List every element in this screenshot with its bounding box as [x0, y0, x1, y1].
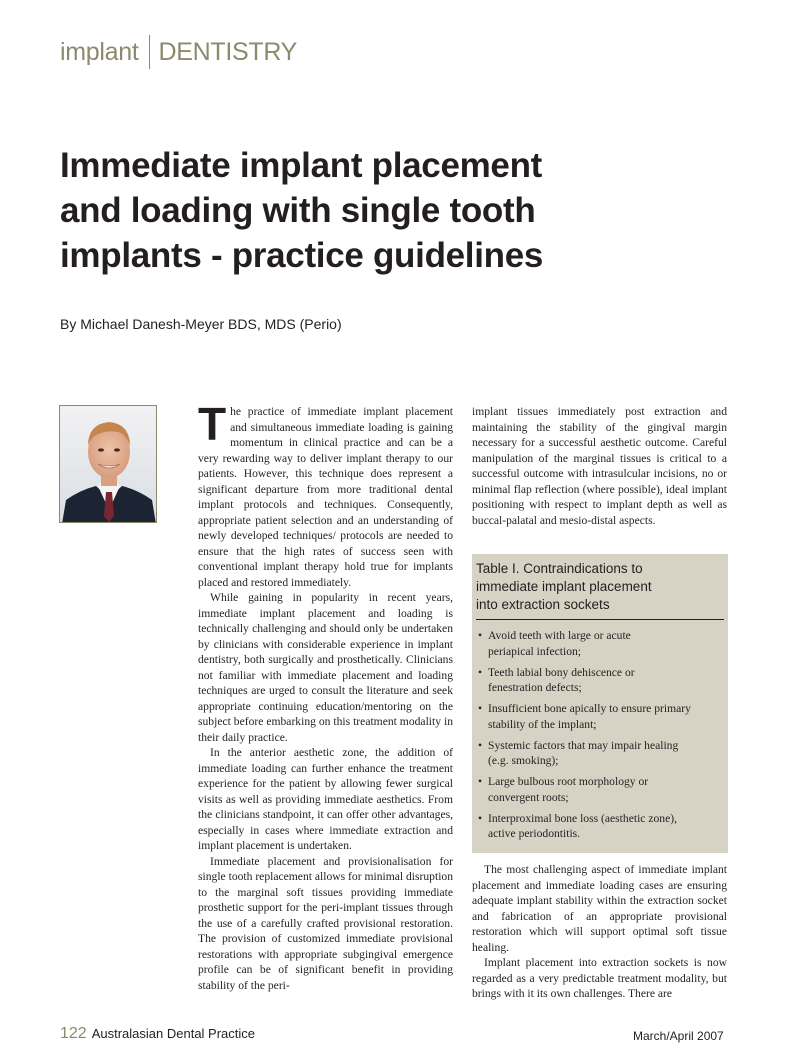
body-column-2-continued: [472, 862, 727, 1002]
bullet-icon: •: [478, 629, 483, 642]
paragraph: implant tissues immediately post extraction and maintaining the stability of the gingival margin necessary for a successful aesthetic outcome. Careful manipulation of the marginal tissues is critical to a successful outcome with intrasulcular incisions, no or minimal flap reflection (where possible), ideal implant positioning with respect to implant depth as well as buccal-palatal and mesio-distal aspects.: [472, 405, 727, 527]
bullet-icon: •: [478, 811, 483, 825]
paragraph: Implant placement into extraction sockets is now regarded as a very predictable treatment modality, but brings with it its own challenges. There are: [472, 956, 727, 1000]
paragraph: [198, 398, 453, 590]
table-title-line: Table I. Contraindications to: [476, 561, 643, 576]
table-title: [476, 560, 724, 620]
list-item: • Interproximal bone loss (aesthetic zone), active periodontitis.: [478, 811, 677, 840]
header-dentistry: DENTISTRY: [158, 37, 298, 66]
header-implant: implant: [60, 37, 139, 66]
body-column-1: [198, 398, 454, 993]
author-portrait-image: [60, 406, 157, 523]
page-number: 122: [60, 1025, 87, 1042]
table-title-line: into extraction sockets: [476, 597, 610, 612]
paragraph: Immediate placement and provisionalisation for single tooth replacement allows for minimal disruption to the marginal soft tissues providing immediate prosthetic support for the peri-implant tissues through the use of a carefully crafted provisional restoration. The provision of customized immediate provisional restorations with appropriate subgingival emergence profile can be of significant benefit in providing stability of the peri-: [198, 854, 454, 992]
paragraph-text: he practice of immediate implant placement and simultaneous immediate loading is gaining momentum in clinical practice and can be a very rewarding way to deliver implant therapy to our patients. However, this technique does represent a significant departure from more traditional dental implant protocols and techniques. Consequently, appropriate patient selection and an understanding of newly developed techniques/ protocols are needed to ensure that the high rates of success seen with conventional implant therapy hold true for implants placed and restored immediately.: [198, 405, 453, 589]
contraindications-table: [472, 554, 728, 853]
bullet-icon: •: [478, 665, 483, 679]
bullet-icon: •: [478, 738, 483, 752]
title-line: Immediate implant placement: [60, 146, 543, 185]
paragraph: The most challenging aspect of immediate implant placement and immediate loading cases are ensuring adequate implant stability within the extraction socket and fabrication of an appropriate provisional restoration which will support optimal soft tissue healing.: [472, 863, 727, 954]
drop-cap: T: [198, 398, 227, 450]
table-title-line: immediate implant placement: [476, 579, 652, 594]
list-item: • Avoid teeth with large or acute periapical infection;: [478, 629, 631, 658]
author-photo: [59, 405, 157, 523]
bullet-icon: •: [478, 702, 483, 715]
paragraph: While gaining in popularity in recent years, immediate implant placement and loading is technically challenging and should only be undertaken by clinicians with considerable experience in implant dentistry, both surgically and prosthetically. Clinicians not familiar with immediate placement and loading techniques are urged to consult the literature and seek appropriate continuing education/mentoring on the subject before embarking on this treatment modality in their daily practice.: [198, 591, 453, 744]
contraindications-list: [476, 628, 724, 842]
footer-left: [60, 1025, 255, 1043]
section-header: [60, 34, 297, 70]
body-column-2: [472, 404, 727, 528]
list-item: • Insufficient bone apically to ensure primary stability of the implant;: [478, 702, 691, 731]
header-divider: [149, 35, 150, 69]
paragraph: In the anterior aesthetic zone, the addition of immediate loading can further enhance the treatment experience for the patient by allowing fewer surgical visits as well as providing immediate aesthetics. From the clinicians standpoint, it can offer other advantages, especially in cases where immediate extraction and implant placement is undertaken.: [198, 746, 453, 852]
journal-name: Australasian Dental Practice: [91, 1026, 256, 1041]
issue-date: March/April 2007: [633, 1029, 724, 1043]
title-line: and loading with single tooth: [60, 191, 536, 230]
article-title: [60, 143, 700, 278]
list-item: • Large bulbous root morphology or convergent roots;: [478, 775, 649, 804]
list-item: • Teeth labial bony dehiscence or fenestration defects;: [478, 665, 635, 694]
list-item: • Systemic factors that may impair healing (e.g. smoking);: [478, 738, 679, 767]
bullet-icon: •: [478, 775, 483, 788]
author-byline: By Michael Danesh-Meyer BDS, MDS (Perio): [60, 316, 342, 332]
title-line: implants - practice guidelines: [60, 236, 544, 275]
